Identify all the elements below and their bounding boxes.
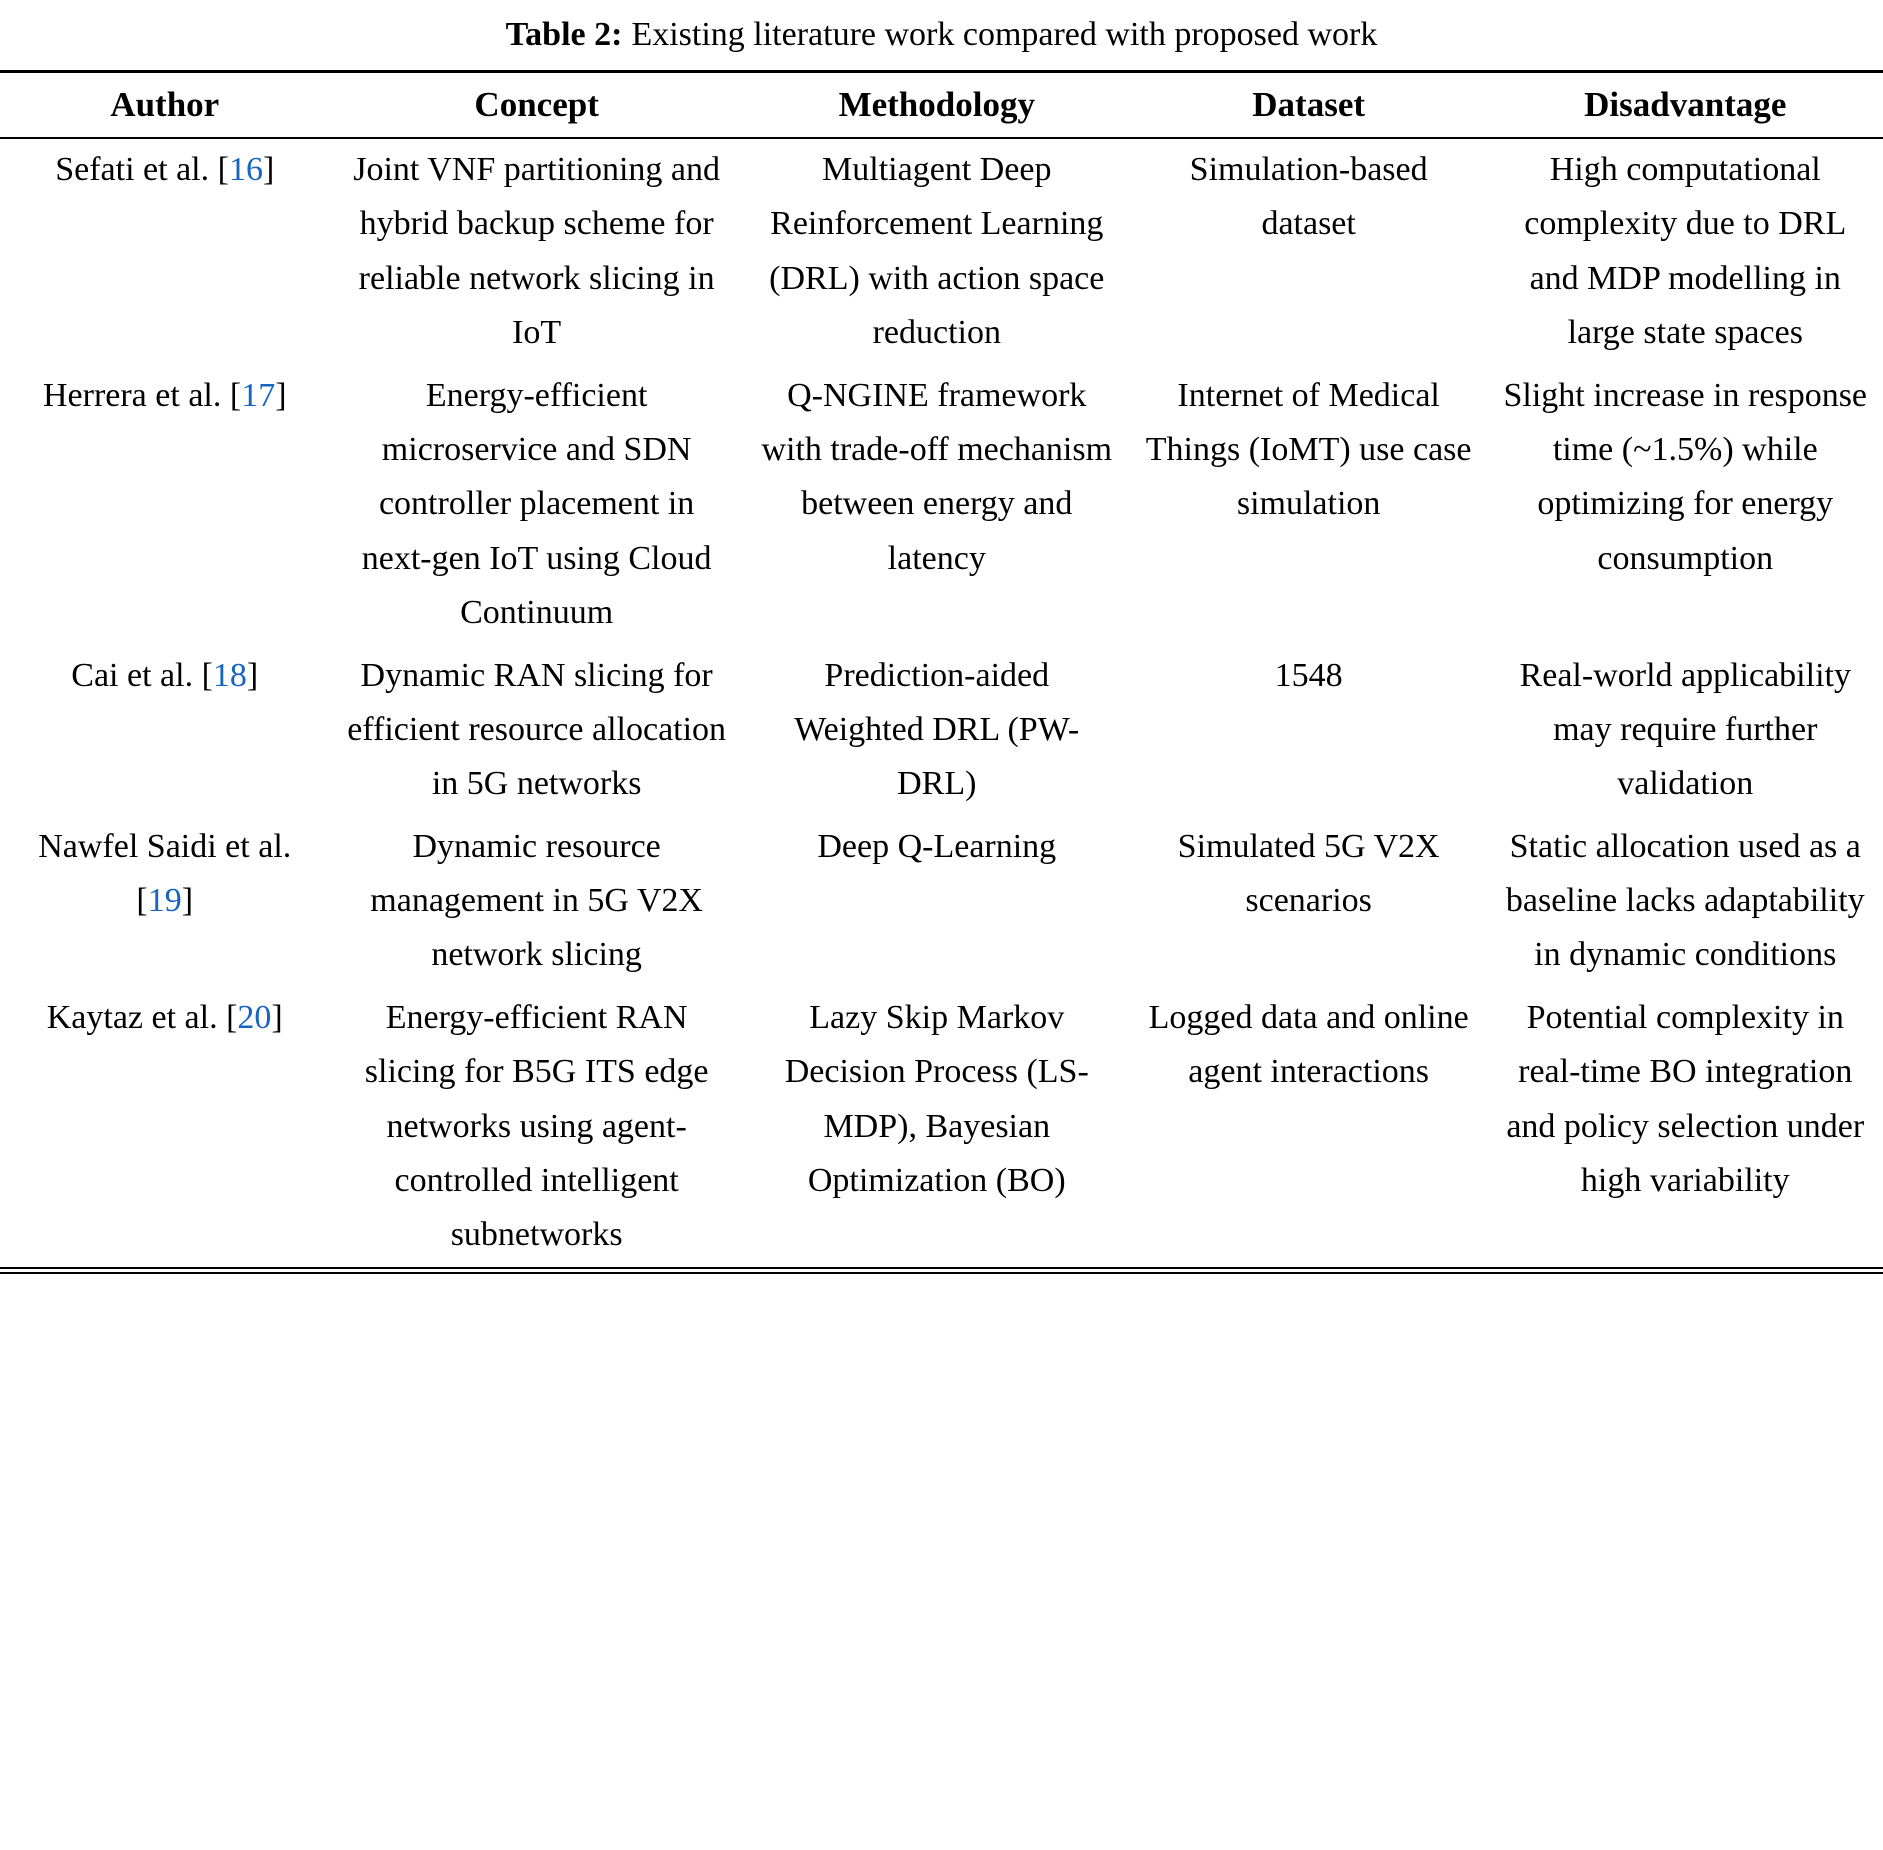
- cell-disadvantage: Static allocation used as a baseline lacks adaptability in dynamic conditions: [1505, 827, 1865, 974]
- column-header-dataset: Dataset: [1130, 72, 1488, 139]
- cell-disadvantage: Potential complexity in real-time BO integration and policy selection under high variability: [1506, 998, 1865, 1200]
- cell-concept: Dynamic resource management in 5G V2X network slicing: [370, 827, 703, 974]
- author-text: Kaytaz et al. [: [46, 998, 238, 1036]
- cell-dataset: Internet of Medical Things (IoMT) use case simulation: [1145, 376, 1472, 523]
- author-text: Sefati et al. [: [55, 151, 229, 188]
- table-row: [0, 138, 1883, 365]
- cell-concept: Energy-efficient RAN slicing for B5G ITS edge networks using agent-controlled intelligent subnetworks: [364, 998, 709, 1254]
- cell-dataset: Logged data and online agent interactions: [1148, 998, 1469, 1091]
- cell-methodology: Prediction-aided Weighted DRL (PW-DRL): [794, 656, 1080, 803]
- cell-disadvantage: High computational complexity due to DRL and MDP modelling in large state spaces: [1524, 151, 1847, 352]
- cell-methodology: Lazy Skip Markov Decision Process (LS-MDP), Bayesian Optimization (BO): [784, 998, 1089, 1200]
- table-row: [0, 365, 1883, 645]
- table-caption-label: Table 2:: [505, 16, 623, 53]
- cell-concept: Joint VNF partitioning and hybrid backup scheme for reliable network slicing in IoT: [353, 151, 721, 352]
- citation-link[interactable]: 20: [237, 998, 272, 1036]
- author-text: ]: [275, 376, 287, 414]
- column-header-disadvantage: Disadvantage: [1488, 72, 1883, 139]
- cell-author: [0, 365, 330, 645]
- cell-dataset: 1548: [1274, 656, 1343, 694]
- cell-dataset: Simulated 5G V2X scenarios: [1177, 827, 1440, 920]
- cell-author: [0, 816, 330, 987]
- table-caption: [0, 10, 1883, 70]
- author-text: Cai et al. [: [71, 656, 213, 694]
- cell-dataset: Simulation-based dataset: [1189, 151, 1428, 243]
- cell-methodology: Deep Q-Learning: [817, 827, 1057, 865]
- author-text: Nawfel Saidi et al. [: [38, 827, 292, 920]
- cell-author: [0, 645, 330, 816]
- column-header-author: Author: [0, 72, 330, 139]
- table-row: [0, 987, 1883, 1270]
- cell-disadvantage: Slight increase in response time (~1.5%) while optimizing for energy consumption: [1503, 376, 1868, 577]
- cell-methodology: Q-NGINE framework with trade-off mechanism between energy and latency: [761, 376, 1113, 577]
- cell-author: [0, 138, 330, 365]
- citation-link[interactable]: 17: [241, 376, 276, 414]
- citation-link[interactable]: 19: [147, 882, 182, 920]
- table-caption-text: Existing literature work compared with proposed work: [631, 16, 1378, 53]
- cell-concept: Energy-efficient microservice and SDN controller placement in next-gen IoT using Cloud Continuum: [361, 376, 712, 632]
- cell-author: [0, 987, 330, 1270]
- cell-disadvantage: Real-world applicability may require further validation: [1519, 656, 1851, 803]
- table-header-row: [0, 72, 1883, 139]
- author-text: ]: [271, 998, 283, 1036]
- author-text: ]: [246, 656, 259, 694]
- cell-concept: Dynamic RAN slicing for efficient resource allocation in 5G networks: [347, 656, 727, 803]
- author-text: Herrera et al. [: [42, 376, 242, 414]
- citation-link[interactable]: 16: [228, 151, 263, 188]
- author-text: ]: [262, 151, 275, 188]
- cell-methodology: Multiagent Deep Reinforcement Learning (DRL) with action space reduction: [769, 151, 1105, 352]
- column-header-methodology: Methodology: [744, 72, 1130, 139]
- literature-comparison-table: [0, 70, 1883, 1274]
- table-row: [0, 645, 1883, 816]
- table-row: [0, 816, 1883, 987]
- column-header-concept: Concept: [330, 72, 744, 139]
- citation-link[interactable]: 18: [212, 656, 247, 694]
- author-text: ]: [181, 882, 194, 920]
